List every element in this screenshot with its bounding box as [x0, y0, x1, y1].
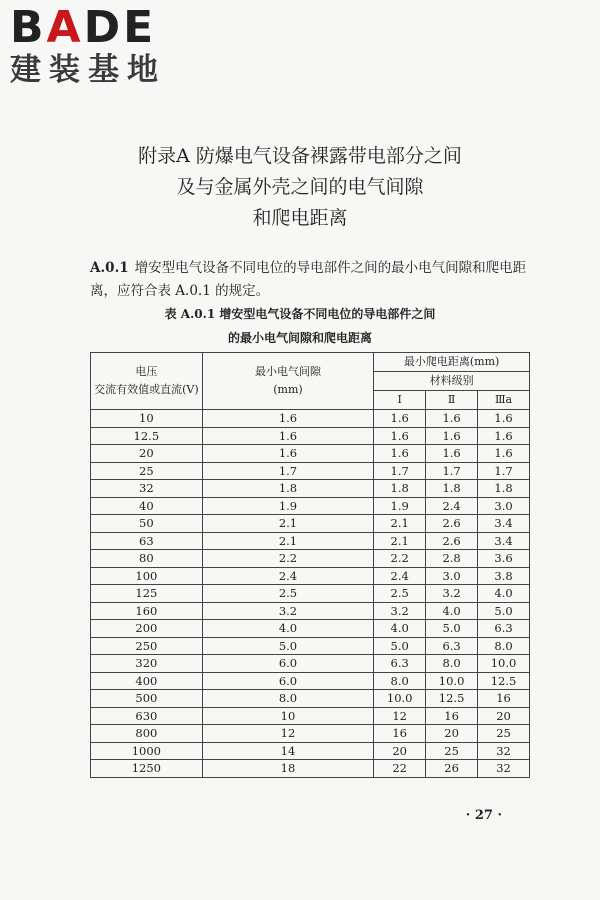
table-cell: 1.8 [202, 480, 374, 498]
table-cell: 20 [91, 445, 203, 463]
table-cell: 26 [426, 760, 478, 778]
table-cell: 2.2 [374, 550, 426, 568]
table-row [91, 672, 530, 690]
table-cell: 1.6 [374, 410, 426, 428]
table-cell: 3.2 [374, 602, 426, 620]
logo-wordmark: BADE [10, 2, 157, 53]
table-row [91, 497, 530, 515]
table-cell: 1250 [91, 760, 203, 778]
table-cell: 2.8 [426, 550, 478, 568]
table-cell: 1.6 [426, 427, 478, 445]
table-cell: 2.6 [426, 532, 478, 550]
table-cell: 3.0 [426, 567, 478, 585]
table-cell: 4.0 [426, 602, 478, 620]
table-cell: 2.1 [374, 515, 426, 533]
table-row [91, 462, 530, 480]
page-number: · 27 · [465, 808, 502, 823]
table-cell: 100 [91, 567, 203, 585]
table-row [91, 707, 530, 725]
appendix-title-line-2: 及与金属外壳之间的电气间隙 [176, 176, 424, 198]
table-cell: 1.6 [374, 427, 426, 445]
table-cell: 18 [202, 760, 374, 778]
table-row [91, 637, 530, 655]
table-cell: 12.5 [91, 427, 203, 445]
table-cell: 1.8 [374, 480, 426, 498]
brand-logo [10, 2, 166, 88]
logo-subtitle: 建装基地 [10, 52, 166, 88]
table-cell: 3.4 [478, 515, 530, 533]
table-cell: 3.2 [426, 585, 478, 603]
appendix-title-line-3: 和爬电距离 [252, 207, 348, 229]
table-row [91, 585, 530, 603]
table-cell: 3.4 [478, 532, 530, 550]
table-row [91, 515, 530, 533]
table-cell: 32 [91, 480, 203, 498]
table-cell: 8.0 [426, 655, 478, 673]
table-caption-line-2: 的最小电气间隙和爬电距离 [227, 331, 372, 345]
table-cell: 1.7 [202, 462, 374, 480]
header-grade-i: Ⅰ [374, 391, 426, 410]
table-cell: 630 [91, 707, 203, 725]
table-cell: 1.8 [478, 480, 530, 498]
table-cell: 125 [91, 585, 203, 603]
table-cell: 1.6 [202, 427, 374, 445]
table-cell: 32 [478, 760, 530, 778]
table-row [91, 760, 530, 778]
table-cell: 6.0 [202, 655, 374, 673]
table-cell: 1.9 [374, 497, 426, 515]
table-cell: 40 [91, 497, 203, 515]
table-cell: 3.6 [478, 550, 530, 568]
table-cell: 22 [374, 760, 426, 778]
table-cell: 2.1 [374, 532, 426, 550]
table-cell: 8.0 [478, 637, 530, 655]
table-cell: 1.9 [202, 497, 374, 515]
table-cell: 20 [374, 742, 426, 760]
table-row [91, 655, 530, 673]
table-row [91, 427, 530, 445]
table-cell: 10 [91, 410, 203, 428]
table-cell: 80 [91, 550, 203, 568]
table-cell: 14 [202, 742, 374, 760]
table-cell: 1.6 [202, 445, 374, 463]
table-cell: 63 [91, 532, 203, 550]
table-cell: 3.0 [478, 497, 530, 515]
table-row [91, 480, 530, 498]
table-cell: 6.3 [374, 655, 426, 673]
table-row [91, 620, 530, 638]
table-cell: 5.0 [426, 620, 478, 638]
table-cell: 2.6 [426, 515, 478, 533]
clause-text: 增安型电气设备不同电位的导电部件之间的最小电气间隙和爬电距离，应符合表 A.0.1 的规定。 [90, 260, 527, 299]
table-cell: 12.5 [426, 690, 478, 708]
table-cell: 12 [374, 707, 426, 725]
table-cell: 10.0 [426, 672, 478, 690]
table-row [91, 742, 530, 760]
table-cell: 1.6 [426, 445, 478, 463]
header-clearance: 最小电气间隙 (mm) [202, 353, 374, 410]
table-cell: 2.1 [202, 532, 374, 550]
appendix-title-line-1: 附录A 防爆电气设备裸露带电部分之间 [138, 145, 462, 167]
appendix-title [0, 141, 600, 234]
table-cell: 3.8 [478, 567, 530, 585]
table-row [91, 567, 530, 585]
table-cell: 400 [91, 672, 203, 690]
table-cell: 25 [478, 725, 530, 743]
header-creepage: 最小爬电距离(mm) [374, 353, 530, 372]
table-cell: 1.8 [426, 480, 478, 498]
table-cell: 10 [202, 707, 374, 725]
table-cell: 8.0 [374, 672, 426, 690]
table-cell: 1.7 [478, 462, 530, 480]
table-cell: 1.7 [374, 462, 426, 480]
table-cell: 10.0 [478, 655, 530, 673]
table-cell: 6.0 [202, 672, 374, 690]
table-cell: 4.0 [374, 620, 426, 638]
header-grade-ii: Ⅱ [426, 391, 478, 410]
table-cell: 6.3 [426, 637, 478, 655]
table-cell: 10.0 [374, 690, 426, 708]
table-cell: 50 [91, 515, 203, 533]
header-material-group: 材料级别 [374, 372, 530, 391]
table-cell: 12.5 [478, 672, 530, 690]
table-cell: 160 [91, 602, 203, 620]
table-cell: 25 [91, 462, 203, 480]
table-cell: 1.6 [202, 410, 374, 428]
clause-number: A.0.1 [90, 260, 129, 276]
table-cell: 16 [426, 707, 478, 725]
table-cell: 5.0 [374, 637, 426, 655]
table-cell: 20 [478, 707, 530, 725]
header-grade-iiia: Ⅲa [478, 391, 530, 410]
table-cell: 32 [478, 742, 530, 760]
table-cell: 2.1 [202, 515, 374, 533]
table-row [91, 602, 530, 620]
table-cell: 8.0 [202, 690, 374, 708]
table-cell: 2.2 [202, 550, 374, 568]
table-cell: 2.4 [202, 567, 374, 585]
clause-a01 [90, 257, 530, 303]
table-cell: 1.6 [478, 445, 530, 463]
table-cell: 6.3 [478, 620, 530, 638]
table-cell: 12 [202, 725, 374, 743]
table-cell: 800 [91, 725, 203, 743]
table-cell: 3.2 [202, 602, 374, 620]
table-row [91, 445, 530, 463]
table-cell: 5.0 [202, 637, 374, 655]
table-cell: 1.6 [426, 410, 478, 428]
table-cell: 2.4 [374, 567, 426, 585]
table-cell: 4.0 [202, 620, 374, 638]
table-row [91, 532, 530, 550]
table-row [91, 725, 530, 743]
table-cell: 2.5 [202, 585, 374, 603]
table-cell: 1.7 [426, 462, 478, 480]
table-cell: 320 [91, 655, 203, 673]
table-cell: 1.6 [374, 445, 426, 463]
table-cell: 20 [426, 725, 478, 743]
table-cell: 16 [478, 690, 530, 708]
table-cell: 5.0 [478, 602, 530, 620]
table-cell: 200 [91, 620, 203, 638]
table-cell: 2.5 [374, 585, 426, 603]
header-voltage: 电压 交流有效值或直流(V) [91, 353, 203, 410]
clearance-table [90, 352, 530, 778]
table-cell: 500 [91, 690, 203, 708]
table-cell: 1000 [91, 742, 203, 760]
table-row [91, 410, 530, 428]
table-cell: 250 [91, 637, 203, 655]
table-cell: 4.0 [478, 585, 530, 603]
table-row [91, 690, 530, 708]
table-row [91, 550, 530, 568]
table-cell: 1.6 [478, 410, 530, 428]
table-cell: 16 [374, 725, 426, 743]
table-cell: 25 [426, 742, 478, 760]
table-cell: 2.4 [426, 497, 478, 515]
table-cell: 1.6 [478, 427, 530, 445]
table-caption-line-1: 表 A.0.1 增安型电气设备不同电位的导电部件之间 [164, 307, 436, 321]
